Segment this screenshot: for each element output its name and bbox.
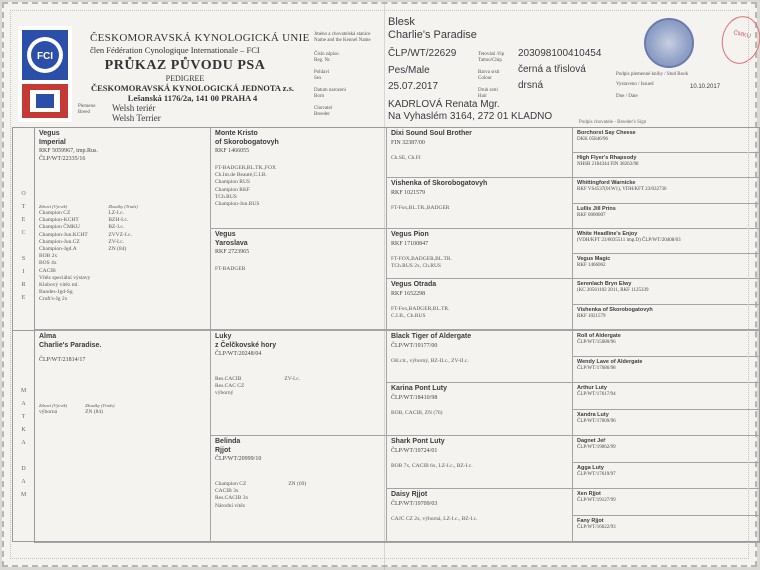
dog-dob: 25.07.2017 xyxy=(388,81,439,92)
ancestor-g3-cell xyxy=(387,279,573,330)
ancestor-reg: ČLP/WT/17617/94 xyxy=(577,392,616,397)
ancestor-name: Xen Rjjot xyxy=(577,491,601,497)
ancestor-reg: ČLP/WT/17686/98 xyxy=(577,366,616,371)
dog-sex: Pes/Male xyxy=(388,65,430,76)
sire-sire-name: Monte Kristo of Skorobogatovyh xyxy=(215,130,279,146)
ancestor-reg: (KC 20561102 2011, RKF 1125339 xyxy=(577,288,649,293)
ancestor-name: Whittingford Warnicke xyxy=(577,180,636,186)
sire-side-letter: O xyxy=(21,191,26,197)
ancestor-reg: ČLP/WT/18410/98 xyxy=(391,394,438,401)
dam-side-label xyxy=(13,330,35,543)
ancestor-titles: FT-Fox,BADGER,BL.TR. C.I.B., Ch.RUS xyxy=(391,305,450,319)
dam-dam-exams: ZN (69) xyxy=(288,481,307,487)
ancestor-titles: Ošl.cit., výborný, BZ-II.c., ZV-II.c. xyxy=(391,357,469,364)
ancestor-name: Vegus Otrada xyxy=(391,281,437,288)
sire-exam-label: Zkoušky (Trials) xyxy=(108,204,138,209)
breed-en: Welsh Terrier xyxy=(112,113,161,123)
dam-sire-cell xyxy=(211,330,387,436)
ancestor-g3-cell xyxy=(387,229,573,279)
ancestor-g4-cell xyxy=(573,410,760,436)
stud-book-sign-label: Podpis plemenné knihy / Stud Book xyxy=(616,72,689,77)
ancestor-reg: (VDH/KFT 23/0035511 imp.D) ČLP/WT/20408/03 xyxy=(577,238,681,243)
sire-side-letter xyxy=(13,240,34,253)
dam-sire-name: Luky z Čelčkovské hory xyxy=(215,333,277,349)
ancestor-name: Borchorst Say Cheese xyxy=(577,130,636,136)
date-label: Dne / Date xyxy=(616,94,638,99)
ancestor-reg: RKF 1652298 xyxy=(391,290,426,297)
dam-side-letter: K xyxy=(21,427,26,433)
ancestor-name: High Flyer's Rhapsody xyxy=(577,155,637,161)
ancestor-reg: RKF VS4537(01W1), VDH/KFT 23/032736 xyxy=(577,187,667,192)
sire-reg: RKF 5059967, imp.Rus. ČLP/WT/22335/16 xyxy=(39,148,98,162)
ancestor-reg: ČLP/WT/17619/97 xyxy=(577,472,616,477)
dog-name-line2: Charlie's Paradise xyxy=(388,29,477,41)
dog-colour: černá a třislová xyxy=(518,64,586,75)
issued-label: Vystaveno / Issued xyxy=(616,82,654,87)
sire-dam-cell xyxy=(211,229,387,330)
breeder-name: KADRLOVÁ Renata Mgr. xyxy=(388,99,500,110)
org-title: ČESKOMORAVSKÁ KYNOLOGICKÁ UNIE xyxy=(90,32,310,44)
ancestor-reg: ČLP/WT/19724/01 xyxy=(391,447,438,454)
ancestor-g4-cell xyxy=(573,330,760,357)
dam-cell xyxy=(35,330,211,543)
dam-dam-cell xyxy=(211,436,387,543)
document-subtitle: PEDIGREE xyxy=(165,74,205,83)
colour-label: Barva srsti Colour xyxy=(478,70,500,81)
dam-side-letter: A xyxy=(21,440,26,446)
ancestor-reg: RKF 0000007 xyxy=(577,213,606,218)
sire-side-letter: E xyxy=(21,295,26,301)
ancestor-name: Serenlach Bryn Elwy xyxy=(577,281,632,287)
ancestor-reg: ČLP/WT/19127/99 xyxy=(577,498,616,503)
issued-date: 10.10.2017 xyxy=(690,84,721,90)
sire-side-letter: T xyxy=(21,204,26,210)
ancestor-g4-cell xyxy=(573,489,760,516)
official-seal-icon xyxy=(644,18,694,68)
sire-side-letter: I xyxy=(22,269,25,275)
sire-side-letter: E xyxy=(21,217,26,223)
ancestor-reg: ČLP/WT/17009/96 xyxy=(577,419,616,424)
ancestor-g4-cell xyxy=(573,463,760,489)
paper-fold xyxy=(384,4,385,570)
club-name: ČESKOMORAVSKÁ KYNOLOGICKÁ JEDNOTA z.s. xyxy=(91,83,294,93)
dam-health-label: Zdraví (Výcvik) xyxy=(39,403,68,408)
red-stamp: ČMKU xyxy=(717,13,760,68)
sire-titles: Champion CZ Champion-KCHT Champion ČMKU Champion-Jun.KCHT Champion-Jun.CZ Champion-Jgd.A BOB 2x BOS 4x CACIB Vítěz speciální výstavy Klubový vítěz ml. Bundes-Jgd-Sg Cruft's-Jg 2x xyxy=(39,210,91,303)
dam-sire-titles: Res.CACIB Res.CAC CZ výborný xyxy=(215,376,245,397)
coat-label: Druh srsti Hair xyxy=(478,88,498,99)
ancestor-reg: FIN 32387/00 xyxy=(391,139,425,146)
ancestor-reg: ČLP/WT/19709/03 xyxy=(391,500,438,507)
ancestor-g3-cell xyxy=(387,178,573,229)
dog-name-line1: Blesk xyxy=(388,16,415,28)
ancestor-g4-cell xyxy=(573,383,760,410)
ancestor-g3-cell xyxy=(387,330,573,383)
dam-side-letter xyxy=(13,450,34,463)
ancestor-g4-cell xyxy=(573,204,760,229)
ancestor-titles: BOB, CACIB, ZN (76) xyxy=(391,409,443,416)
ancestor-name: Karina Pont Luty xyxy=(391,385,448,392)
breeder-sign-label: Podpis chovatele - Breeder's Sign xyxy=(579,120,647,125)
ancestor-name: Xandra Luty xyxy=(577,412,609,418)
breed-label: Plemeno Breed xyxy=(78,104,96,115)
sire-health-label: Zdraví (Výcvik) xyxy=(39,204,68,209)
dam-dam-titles: Champion CZ CACIB 3x Res.CACIB 3x Národní vítěz xyxy=(215,481,249,509)
breed-cz: Welsh teriér xyxy=(112,103,156,113)
ancestor-g4-cell xyxy=(573,254,760,279)
ancestor-g4-cell xyxy=(573,279,760,305)
dam-titles: výborná xyxy=(39,409,58,415)
sire-cell xyxy=(35,128,211,330)
ancestor-titles: Ch.SE, Ch.FI xyxy=(391,154,421,161)
sire-sire-cell xyxy=(211,128,387,229)
dam-exams: ZN (84) xyxy=(85,409,103,415)
sire-dam-name: Vegus Yaroslava xyxy=(215,231,248,247)
fci-logo-icon xyxy=(18,26,72,122)
ancestor-g3-cell xyxy=(387,436,573,489)
pedigree-document xyxy=(2,2,757,567)
dam-name: Alma Charlie's Paradise. xyxy=(39,333,102,349)
name-label: Jméno a chovatelská stanice Name and the Kennel Name xyxy=(314,32,371,43)
sire-side-letter: C xyxy=(21,230,26,236)
ancestor-reg: ČLP/WT/16622/93 xyxy=(577,525,616,530)
header-organisation xyxy=(90,32,310,103)
dam-side-letter: D xyxy=(21,466,26,472)
ancestor-name: Dixi Sound Soul Brother xyxy=(391,130,472,137)
ancestor-name: White Headline's Enjoy xyxy=(577,231,638,237)
sex-label: Pohlaví Sex xyxy=(314,70,330,81)
sire-side-letter: R xyxy=(21,282,26,288)
ancestor-g4-cell xyxy=(573,436,760,463)
ancestor-reg: DKK 05846/96 xyxy=(577,137,608,142)
ancestor-name: Arthur Luty xyxy=(577,385,607,391)
ancestor-name: Roll of Aldergate xyxy=(577,333,621,339)
ancestor-name: Agga Luty xyxy=(577,465,604,471)
sire-exams: LZ-I.c. BZH-I.c. BZ-I.c. ZVVZ-I.c. ZV-I.c. ZN (84) xyxy=(108,210,132,253)
ancestor-g4-cell xyxy=(573,128,760,153)
ancestor-reg: NHSB 2184344 FIN 38263/98 xyxy=(577,162,639,167)
dam-reg: ČLP/WT/21814/17 xyxy=(39,357,86,363)
dam-side-letter: M xyxy=(20,492,27,498)
sire-side-letter: S xyxy=(21,256,26,262)
sire-dam-reg: RKF 2723965 xyxy=(215,249,250,255)
ancestor-titles: BOB 7x, CACIB 6x, LZ-I.c., BZ-I.c. xyxy=(391,462,473,469)
sire-side-label xyxy=(13,128,35,330)
breeder-label: Chovatel Breeder xyxy=(314,106,333,117)
ancestor-name: Vishenka of Skorobogatovyh xyxy=(391,180,488,187)
dam-side-letter: M xyxy=(20,388,27,394)
ancestor-reg: ČLP/WT/15080/96 xyxy=(577,340,616,345)
ancestor-g4-cell xyxy=(573,229,760,254)
ancestor-name: Vishenka of Skorobogatovyh xyxy=(577,307,653,313)
dam-side-letter: A xyxy=(21,479,26,485)
ancestor-g3-cell xyxy=(387,128,573,178)
ancestor-titles: FT-Fox,BL.TR.,BADGER xyxy=(391,204,450,211)
dog-reg-no: ČLP/WT/22629 xyxy=(388,48,457,59)
ancestor-reg: ČLP/WT/19177/00 xyxy=(391,342,438,349)
sire-sire-reg: RKF 1466055 xyxy=(215,148,250,154)
ancestor-name: Wendy Lave of Aldergate xyxy=(577,359,643,365)
dam-side-letter: T xyxy=(21,414,26,420)
ancestor-titles: FT-FOX,BADGER,BL.TR. TCh.RUS 2x, Ch.RUS xyxy=(391,255,452,269)
dob-label: Datum narození Born xyxy=(314,88,347,99)
ancestor-g4-cell xyxy=(573,305,760,330)
document-title: PRŮKAZ PŮVODU PSA xyxy=(104,58,266,73)
ancestor-g4-cell xyxy=(573,178,760,204)
ancestor-reg: RKF 1021579 xyxy=(391,189,426,196)
dam-dam-name: Belinda Rjjot xyxy=(215,438,241,454)
dog-coat: drsná xyxy=(518,80,544,91)
ancestor-g3-cell xyxy=(387,383,573,436)
logo-text: FCI xyxy=(36,51,54,62)
breeder-address: Na Vyhaslém 3164, 272 01 KLADNO xyxy=(388,111,553,122)
sire-name: Vegus Imperial xyxy=(39,130,66,146)
sire-sire-titles: FT-BADGER,BL.TR.,FOX Ch.Int.de Beauté,C.I.B. Champion RUS Champion RKF TCh.RUS Champion-Jun.RUS xyxy=(215,165,276,208)
ancestor-g4-cell xyxy=(573,516,760,543)
reg-label: Číslo zápisu Reg. Nr. xyxy=(314,52,339,63)
club-address: Lešanská 1176/2a, 141 00 PRAHA 4 xyxy=(127,93,258,103)
dam-dam-reg: ČLP/WT/20999/10 xyxy=(215,456,262,462)
tattoo-label: Tetování /čip Tattoo/Chip xyxy=(478,52,505,63)
sire-dam-titles: FT-BADGER xyxy=(215,266,246,272)
ancestor-name: Daisy Rjjot xyxy=(391,491,428,498)
dog-chip: 203098100410454 xyxy=(518,48,602,59)
ancestor-titles: CAJC CZ 2x, výborná, LZ-I.c., BZ-I.c. xyxy=(391,515,478,522)
ancestor-name: Fany Rjjot xyxy=(577,518,604,524)
ancestor-g4-cell xyxy=(573,153,760,178)
dam-exam-label: Zkoušky (Trials) xyxy=(85,403,115,408)
ancestor-name: Dagnet Jeř xyxy=(577,438,606,444)
ancestor-name: Vegus Pion xyxy=(391,231,429,238)
ancestor-g4-cell xyxy=(573,357,760,383)
org-subtitle: člen Fédération Cynologique Internationale – FCI xyxy=(90,45,260,55)
dam-sire-reg: ČLP/WT/20248/04 xyxy=(215,351,262,357)
ancestor-name: Vegus Magic xyxy=(577,256,611,262)
ancestor-name: Lullis Jill Prins xyxy=(577,206,616,212)
pedigree-table xyxy=(12,127,760,542)
ancestor-name: Black Tiger of Aldergate xyxy=(391,333,472,340)
dam-side-letter: A xyxy=(21,401,26,407)
dam-sire-exams: ZV-I.c. xyxy=(284,376,301,382)
ancestor-name: Shark Pont Luty xyxy=(391,438,445,445)
ancestor-reg: ČLP/WT/19062/99 xyxy=(577,445,616,450)
ancestor-reg: RKF 1466062 xyxy=(577,263,606,268)
ancestor-reg: RKF 17100847 xyxy=(391,240,429,247)
ancestor-g3-cell xyxy=(387,489,573,543)
ancestor-reg: RKF 1021579 xyxy=(577,314,606,319)
